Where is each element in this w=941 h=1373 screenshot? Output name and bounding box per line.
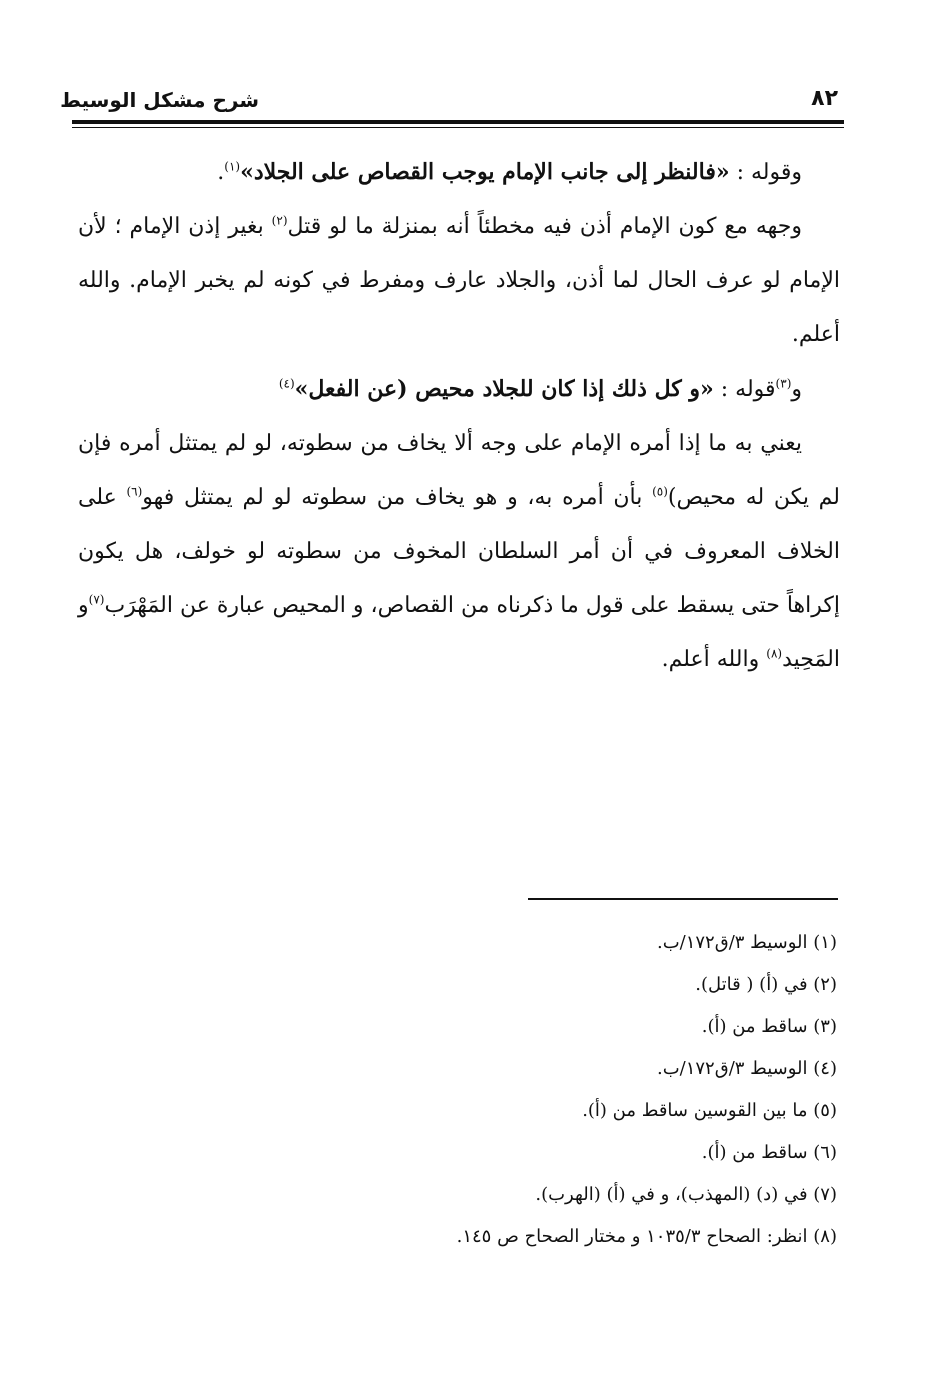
p4-text-3: على الخلاف المعروف في أن أمر السلطان المخوف من سطوته لو خولف، هل يكون إكراهاً حتى يسقط على قول ما ذكرناه من القصاص، و المحيص عبارة عن المَهْرَب	[78, 485, 840, 618]
footnotes	[457, 922, 837, 1258]
footnote-7: (٧) في (د) (المهذب)، و في (أ) (الهرب).	[535, 1184, 837, 1205]
footnote-3: (٣) ساقط من (أ).	[701, 1016, 837, 1037]
footnote-ref-1: (١)	[224, 159, 241, 174]
book-title: شرح مشكل الوسيط	[60, 88, 259, 112]
paragraph-1	[78, 145, 840, 200]
footnote-ref-5: (٥)	[652, 484, 668, 499]
footnote-5: (٥) ما بين القوسين ساقط من (أ).	[582, 1100, 837, 1121]
paragraph-4	[78, 417, 840, 687]
p2-text-1: وجهه مع كون الإمام أذن فيه مخطئاً أنه بمنزلة ما لو قتل	[287, 214, 802, 239]
footnote-ref-6: (٦)	[126, 484, 143, 499]
footnote-6: (٦) ساقط من (أ).	[701, 1142, 837, 1163]
running-header	[60, 82, 844, 118]
p1-prefix: وقوله :	[729, 160, 802, 185]
footnote-ref-4: (٤)	[278, 376, 295, 391]
footnote-ref-3: (٣)	[775, 376, 792, 391]
header-rule-thick	[72, 120, 844, 124]
footnote-2: (٢) في (أ) ( قاتل).	[695, 974, 837, 995]
p4-text-2: بأن أمره به، و هو يخاف من سطوته لو لم يمتثل فهو	[142, 485, 653, 510]
p3-quote: «و كل ذلك إذا كان للجلاد محيص (عن الفعل»	[294, 376, 714, 402]
footnote-1: (١) الوسيط ٣/ق١٧٢/ب.	[656, 932, 837, 953]
footnote-separator	[528, 898, 838, 900]
footnote-4: (٤) الوسيط ٣/ق١٧٢/ب.	[656, 1058, 837, 1079]
paragraph-3	[78, 362, 840, 417]
p2-text-2: بغير إذن الإمام ؛ لأن الإمام لو عرف الحال لما أذن، والجلاد عارف ومفرط في كونه لم يخبر الإمام. والله أعلم.	[78, 214, 840, 347]
p1-suffix: .	[217, 160, 225, 185]
footnote-ref-7: (٧)	[88, 592, 105, 607]
header-rule-thin	[72, 127, 844, 128]
main-text	[78, 145, 840, 687]
footnote-ref-8: (٨)	[766, 646, 783, 661]
footnote-ref-2: (٢)	[271, 213, 288, 228]
p4-text-5: والله أعلم.	[661, 647, 767, 672]
p1-quote: «فالنظر إلى جانب الإمام يوجب القصاص على الجلاد»	[240, 159, 730, 185]
paragraph-2	[78, 200, 840, 362]
page-number: ٨٢	[811, 86, 838, 111]
p4-text-1: يعني به ما إذا أمره الإمام على وجه ألا يخاف من سطوته، لو لم يمتثل أمره فإن لم يكن له محيص)	[78, 431, 840, 510]
p3-mid: قوله :	[713, 377, 776, 402]
footnote-8: (٨) انظر: الصحاح ١٠٣٥/٣ و مختار الصحاح ص ١٤٥.	[456, 1226, 837, 1247]
p3-prefix: و	[791, 377, 802, 402]
p4-text-4: و المَحِيد	[78, 593, 840, 672]
